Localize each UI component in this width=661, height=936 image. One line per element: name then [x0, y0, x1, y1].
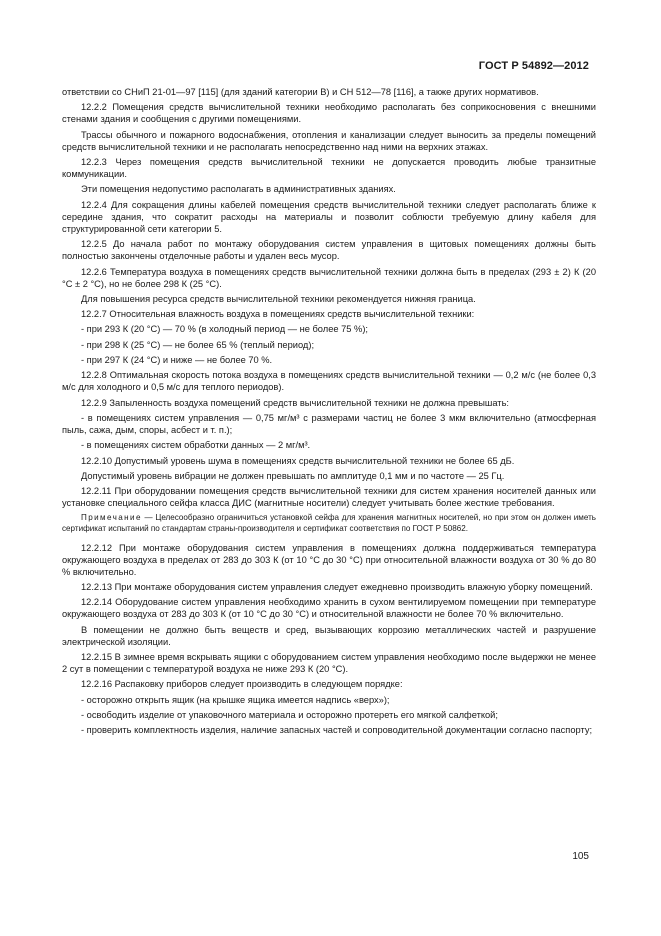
paragraph: ответствии со СНиП 21-01—97 [115] (для зданий категории В) и СН 512—78 [116], а также других нормативов. — [62, 87, 539, 97]
standard-header: ГОСТ Р 54892—2012 — [478, 60, 589, 72]
paragraph: 12.2.9 Запыленность воздуха помещений средств вычислительной техники не должна превышать: — [81, 397, 509, 408]
paragraph: 12.2.10 Допустимый уровень шума в помещениях средств вычислительной техники не более 65 дБ. — [81, 455, 515, 466]
list-item: - в помещениях систем обработки данных — 2 мг/м³. — [81, 440, 311, 451]
paragraph: 12.2.4 Для сокращения длины кабелей помещения средств вычислительной техники следует располагать ближе к середине здания, что сократит расходы на материалы и позволит соблюсти требуемую длину кабеля для структурированной сети категории 5. — [62, 199, 596, 234]
paragraph: 12.2.2 Помещения средств вычислительной техники необходимо располагать без соприкосновения с внешними стенами здания и сообщения с другими помещениями. — [62, 102, 596, 125]
paragraph: Для повышения ресурса средств вычислительной техники рекомендуется нижняя граница. — [81, 293, 476, 304]
list-item: - в помещениях систем управления — 0,75 мг/м³ с размерами частиц не более 3 мкм включительно (атмосферная пыль, сажа, дым, споры, асбест и т. п.); — [62, 412, 596, 436]
list-item: - при 293 К (20 °С) — 70 % (в холодный период — не более 75 %); — [81, 324, 368, 335]
paragraph: В помещении не должно быть веществ и сред, вызывающих коррозию металлических частей и разрушение электрической изоляции. — [62, 624, 596, 647]
paragraph: 12.2.13 При монтаже оборудования систем управления следует ежедневно производить влажную уборку помещений. — [81, 582, 593, 593]
paragraph: Допустимый уровень вибрации не должен превышать по амплитуде 0,1 мм и по частоте — 25 Гц. — [81, 470, 505, 481]
page-number: 105 — [572, 851, 589, 862]
paragraph: 12.2.6 Температура воздуха в помещениях средств вычислительной техники должна быть в пределах (293 ± 2) К (20 °С ± 2 °С), но не более 298 К (25 °С). — [62, 266, 596, 289]
paragraph: 12.2.8 Оптимальная скорость потока воздуха в помещениях средств вычислительной техники — 0,2 м/с (не более 0,3 м/с для холодного и 0,5 м/с для теплого периодов). — [62, 370, 596, 393]
paragraph: 12.2.5 До начала работ по монтажу оборудования систем управления в щитовых помещениях должны быть полностью закончены отделочные работы и удален весь мусор. — [62, 239, 596, 262]
paragraph: Эти помещения недопустимо располагать в административных зданиях. — [81, 184, 396, 195]
list-item: - при 297 К (24 °С) и ниже — не более 70 %. — [81, 355, 273, 366]
note — [62, 513, 596, 534]
paragraph: 12.2.15 В зимнее время вскрывать ящики с оборудованием систем управления необходимо после выдержки не менее 2 сут в помещении с температурой воздуха не ниже 293 К (20 °С). — [62, 652, 596, 675]
paragraph: 12.2.14 Оборудование систем управления необходимо хранить в сухом вентилируемом помещении при температуре окружающего воздуха от 283 до 303 К (от 10 °С до 30 °С) и относительной влажности не более 70 % включительно. — [62, 597, 596, 620]
list-item: - при 298 К (25 °С) — не более 65 % (теплый период); — [81, 339, 315, 350]
paragraph: 12.2.16 Распаковку приборов следует производить в следующем порядке: — [81, 679, 403, 690]
paragraph: 12.2.12 При монтаже оборудования систем управления в помещениях должна поддерживаться температура окружающего воздуха в пределах от 283 до 303 К (от 10 °С до 30 °С) при относительной влажности воздуха от 30 % до 80 % включительно. — [62, 542, 596, 577]
note-label: Примечание — [81, 513, 142, 523]
list-item: - осторожно открыть ящик (на крышке ящика имеется надпись «верх»); — [81, 694, 390, 705]
note-text: — Целесообразно ограничиться установкой сейфа для хранения магнитных носителей, но при этом он должен иметь сертификат испытаний по стандартам страны-производителя и сертификат соответствия по ГОСТ Р 50862. — [62, 513, 596, 533]
paragraph: Трассы обычного и пожарного водоснабжения, отопления и канализации следует выносить за пределы помещений средств вычислительной техники и не располагать непосредственно над ними на верхних этажах. — [62, 129, 596, 152]
paragraph: 12.2.11 При оборудовании помещения средств вычислительной техники для систем хранения носителей данных или установке специального сейфа класса ДИС (магнитные носители) следует учитывать более жесткие требования. — [62, 486, 596, 509]
paragraph: 12.2.3 Через помещения средств вычислительной техники не допускается проводить любые транзитные коммуникации. — [62, 157, 596, 180]
paragraph: 12.2.7 Относительная влажность воздуха в помещениях средств вычислительной техники: — [81, 309, 475, 320]
list-item: - освободить изделие от упаковочного материала и осторожно протереть его мягкой салфеткой; — [81, 710, 498, 720]
list-item: - проверить комплектность изделия, наличие запасных частей и сопроводительной документации согласно паспорту; — [81, 725, 593, 736]
document-body — [62, 86, 596, 740]
